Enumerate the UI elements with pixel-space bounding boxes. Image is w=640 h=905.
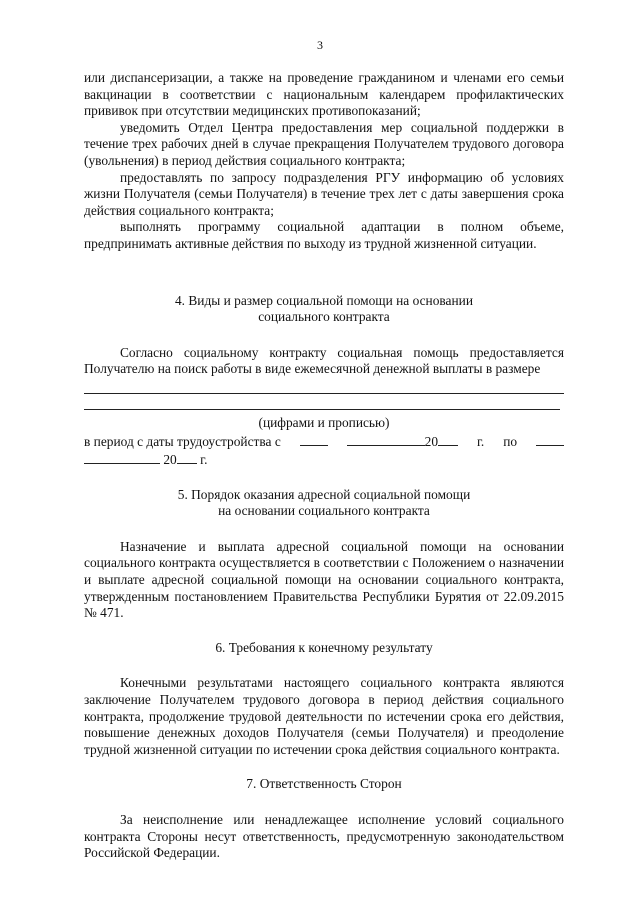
period-start-day-blank — [300, 432, 328, 446]
page-number: 3 — [317, 38, 323, 52]
section-5-heading-line-2: на основании социального контракта — [218, 503, 430, 519]
period-end-year-blank — [177, 450, 197, 464]
section-5-heading-line-1: 5. Порядок оказания адресной социальной помощи — [177, 486, 471, 502]
period-end-g: г. — [200, 452, 208, 468]
section-7-heading: 7. Ответственность Сторон — [246, 776, 402, 792]
section-4-heading-line-2: социального контракта — [258, 309, 390, 325]
period-line — [84, 432, 564, 451]
amount-caption: (цифрами и прописью) — [258, 414, 390, 430]
amount-blank-line-1 — [84, 378, 564, 394]
period-start-g: г. — [476, 433, 485, 449]
section-4-heading-line-1: 4. Виды и размер социальной помощи на основании — [174, 292, 474, 308]
section-6-heading: 6. Требования к конечному результату — [215, 639, 433, 655]
section-4-heading — [84, 293, 564, 326]
document-body — [84, 70, 564, 862]
amount-blank-line-2 — [84, 394, 560, 410]
section-4-text: Согласно социальному контракту социальная помощь предоставляется Получателю на поиск работы в виде ежемесячной денежной выплаты в размере — [84, 344, 564, 377]
continuation-paragraph-1: или диспансеризации, а также на проведение гражданином и членами его семьи вакцинации в соответствии с национальным календарем профилактических прививок при отсутствии медицинских противопоказаний; — [84, 70, 564, 119]
period-start-year: 20 — [424, 433, 439, 449]
continuation-paragraph-4: выполнять программу социальной адаптации в полном объеме, предпринимать активные действия по выходу из трудной жизненной ситуации. — [84, 219, 564, 251]
period-po: по — [503, 433, 518, 449]
period-end-day-blank — [536, 432, 564, 446]
section-7-text: За неисполнение или ненадлежащее исполнение условий социального контракта Стороны несут ответственность, предусмотренную законодательством Российской Федерации. — [84, 812, 564, 861]
period-prefix: в период с даты трудоустройства с — [84, 433, 281, 449]
continuation-paragraph-2: уведомить Отдел Центра предоставления мер социальной поддержки в течение трех рабочих дней в случае прекращения Получателем трудового договора (увольнения) в период действия социального контракта; — [84, 119, 564, 168]
period-start-month-blank — [347, 432, 425, 446]
period-end-year: 20 — [163, 452, 177, 468]
period-end-month-blank — [84, 450, 160, 464]
section-5-heading — [84, 487, 564, 520]
period-start-year-blank — [438, 432, 458, 446]
section-5-text: Назначение и выплата адресной социальной помощи на основании социального контракта осуществляется в соответствии с Положением о назначении и выплате адресной социальной помощи на основании социального контракта, утвержденным постановлением Правительства Республики Бурятия от 22.09.2015 № 471. — [84, 538, 564, 621]
continuation-paragraph-3: предоставлять по запросу подразделения РГУ информацию об условиях жизни Получателя (семьи Получателя) в течение трех лет с даты завершения срока действия социального контракта; — [84, 169, 564, 218]
period-start-month-group — [347, 432, 458, 451]
period-line-2 — [84, 450, 564, 469]
section-6-text: Конечными результатами настоящего социального контракта являются заключение Получателем трудового договора в период действия социального контракта, продолжение трудовой деятельности по истечении срока его действия, повышение денежных доходов Получателя (семьи Получателя) и преодоление трудной жизненной ситуации по истечении срока действия социального контракта. — [84, 675, 564, 757]
